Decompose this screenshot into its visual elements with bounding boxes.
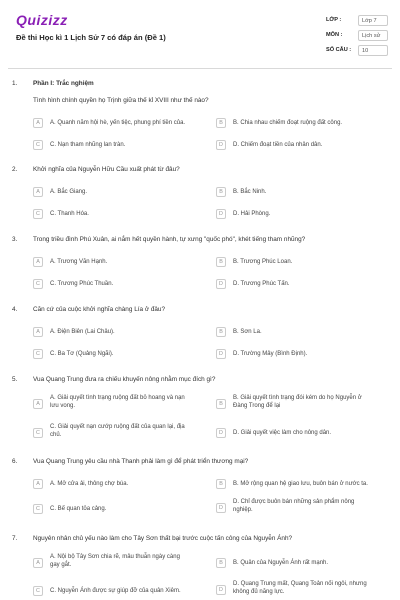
option-b[interactable]	[216, 394, 391, 414]
option-d[interactable]	[216, 277, 391, 291]
option-text-line: C. Giải quyết nạn cướp ruộng đất của quan lại, địa	[50, 424, 185, 430]
option-d[interactable]	[216, 580, 391, 600]
option-c[interactable]	[33, 584, 213, 598]
quizizz-logo: Quizizz	[16, 12, 68, 28]
option-letter: B	[216, 257, 226, 267]
option-b[interactable]	[216, 185, 391, 199]
option-d[interactable]	[216, 498, 391, 518]
option-letter: C	[33, 209, 43, 219]
option-letter: A	[33, 187, 43, 197]
option-letter: C	[33, 279, 43, 289]
option-letter: B	[216, 187, 226, 197]
option-text: A. Bắc Giang.	[50, 189, 88, 195]
question-text: Khởi nghĩa của Nguyễn Hữu Cầu xuất phát từ đâu?	[33, 166, 180, 173]
option-letter: C	[33, 586, 43, 596]
option-text: B. Mở rộng quan hệ giao lưu, buôn bán ở nước ta.	[233, 481, 368, 487]
header-divider	[8, 68, 392, 69]
meta-subject	[326, 30, 388, 41]
option-b[interactable]	[216, 556, 391, 570]
option-letter: B	[216, 118, 226, 128]
option-text-line: không đủ năng lực.	[233, 589, 285, 595]
question-text: Vua Quang Trung yêu cầu nhà Thanh phải làm gì để phát triển thương mại?	[33, 458, 249, 465]
option-text: B. Trương Phúc Loan.	[233, 259, 293, 265]
option-text-line: chủ.	[50, 432, 62, 438]
option-text: C. Trương Phúc Thuần.	[50, 281, 114, 287]
option-letter: B	[216, 558, 226, 568]
option-b[interactable]	[216, 325, 391, 339]
meta-class-value: Lớp 7	[358, 15, 388, 26]
option-text: D. Hải Phòng.	[233, 211, 271, 217]
option-letter: A	[33, 558, 43, 568]
option-letter: A	[33, 118, 43, 128]
option-letter: C	[33, 140, 43, 150]
meta-question-count	[326, 45, 388, 56]
option-text: B. Chia nhau chiếm đoạt ruộng đất công.	[233, 120, 343, 126]
option-letter: D	[216, 209, 226, 219]
option-text-line: gay gắt.	[50, 562, 72, 568]
option-letter: C	[33, 428, 43, 438]
option-text	[233, 498, 354, 514]
meta-question-count-value: 10	[358, 45, 388, 56]
option-letter: D	[216, 349, 226, 359]
option-letter: A	[33, 399, 43, 409]
option-a[interactable]	[33, 553, 213, 573]
option-b[interactable]	[216, 255, 391, 269]
option-text	[50, 394, 185, 410]
option-text: A. Quanh năm hội hè, yến tiệc, phung phí tiền của.	[50, 120, 186, 126]
question-number: 4.	[12, 306, 18, 313]
option-letter: C	[33, 349, 43, 359]
question-number: 3.	[12, 236, 18, 243]
option-text: D. Trường Mây (Bình Định).	[233, 351, 308, 357]
option-letter: B	[216, 399, 226, 409]
option-a[interactable]	[33, 477, 213, 491]
option-text-line: D. Chỉ được buôn bán những sản phẩm nông	[233, 499, 355, 505]
option-letter: D	[216, 585, 226, 595]
option-text-line: A. Nội bộ Tây Sơn chia rẽ, mâu thuẫn ngày càng	[50, 554, 180, 560]
option-text: B. Sơn La.	[233, 329, 262, 335]
option-d[interactable]	[216, 426, 391, 440]
option-text	[50, 553, 180, 569]
section-title: Phần I: Trắc nghiệm	[33, 80, 94, 87]
worksheet-header	[0, 0, 400, 70]
option-text: C. Ba Tơ (Quảng Ngãi).	[50, 351, 114, 357]
option-c[interactable]	[33, 207, 213, 221]
option-letter: A	[33, 257, 43, 267]
option-text: A. Mở cửa ải, thông chợ búa.	[50, 481, 129, 487]
option-text-line: lưu vong.	[50, 403, 76, 409]
option-text-line: D. Quang Trung mất, Quang Toản nối ngôi, nhưng	[233, 581, 367, 587]
option-text	[233, 394, 362, 410]
option-letter: A	[33, 479, 43, 489]
option-letter: A	[33, 327, 43, 337]
option-b[interactable]	[216, 477, 391, 491]
option-text: C. Nạn tham nhũng lan tràn.	[50, 142, 126, 148]
question-number: 2.	[12, 166, 18, 173]
option-letter: D	[216, 140, 226, 150]
option-letter: D	[216, 279, 226, 289]
option-c[interactable]	[33, 277, 213, 291]
option-text: C. Thanh Hóa.	[50, 211, 89, 217]
option-a[interactable]	[33, 325, 213, 339]
option-letter: D	[216, 503, 226, 513]
option-c[interactable]	[33, 502, 213, 516]
option-letter: B	[216, 327, 226, 337]
option-text: C. Nguyễn Ánh được sự giúp đỡ của quân Xiêm.	[50, 588, 181, 594]
option-text: A. Trương Văn Hạnh.	[50, 259, 108, 265]
question-text: Tình hình chính quyền họ Trịnh giữa thế kỉ XVIII như thế nào?	[33, 97, 209, 104]
meta-class-label: LỚP :	[326, 17, 342, 23]
question-number: 6.	[12, 458, 18, 465]
option-text: A. Điện Biên (Lai Châu).	[50, 329, 115, 335]
option-text: D. Giải quyết việc làm cho nông dân.	[233, 430, 332, 436]
meta-subject-label: MÔN :	[326, 32, 343, 38]
option-a[interactable]	[33, 116, 213, 130]
option-b[interactable]	[216, 116, 391, 130]
option-text: D. Trương Phúc Tấn.	[233, 281, 290, 287]
meta-question-count-label: SỐ CÂU :	[326, 47, 352, 53]
question-text: Căn cứ của cuộc khởi nghĩa chàng Lía ở đâu?	[33, 306, 166, 313]
option-text: D. Chiếm đoạt tiền của nhân dân.	[233, 142, 323, 148]
question-number: 1.	[12, 80, 18, 87]
meta-class	[326, 15, 388, 26]
question-number: 7.	[12, 535, 18, 542]
option-d[interactable]	[216, 207, 391, 221]
option-d[interactable]	[216, 347, 391, 361]
question-number: 5.	[12, 376, 18, 383]
option-a[interactable]	[33, 255, 213, 269]
question-text: Nguyên nhân chủ yếu nào làm cho Tây Sơn thất bại trước cuộc tấn công của Nguyễn Ánh?	[33, 535, 293, 542]
option-d[interactable]	[216, 138, 391, 152]
question-text: Trong triều đình Phú Xuân, ai nắm hết quyền hành, tự xưng "quốc phó", khét tiếng tham nhũng?	[33, 236, 306, 243]
option-text-line: B. Giải quyết tình trạng đói kém do họ Nguyễn ở	[233, 395, 362, 401]
option-text-line: nghiệp.	[233, 507, 253, 513]
option-c[interactable]	[33, 423, 213, 443]
option-text	[50, 423, 185, 439]
option-text	[233, 580, 367, 596]
option-text: B. Quân của Nguyễn Ánh rất mạnh.	[233, 560, 329, 566]
option-text-line: Đàng Trong để lại	[233, 403, 281, 409]
option-c[interactable]	[33, 138, 213, 152]
option-a[interactable]	[33, 394, 213, 414]
option-text: C. Bế quan tỏa cảng.	[50, 506, 107, 512]
document-title: Đề thi Học kì 1 Lịch Sử 7 có đáp án (Đề 1)	[16, 33, 166, 42]
option-letter: C	[33, 504, 43, 514]
option-c[interactable]	[33, 347, 213, 361]
option-letter: D	[216, 428, 226, 438]
option-a[interactable]	[33, 185, 213, 199]
meta-subject-value: Lịch sử	[358, 30, 388, 41]
option-text: B. Bắc Ninh.	[233, 189, 267, 195]
option-text-line: A. Giải quyết tình trạng ruộng đất bỏ hoang và nạn	[50, 395, 185, 401]
question-text: Vua Quang Trung đưa ra chiếu khuyến nông nhằm mục đích gì?	[33, 376, 216, 383]
option-letter: B	[216, 479, 226, 489]
